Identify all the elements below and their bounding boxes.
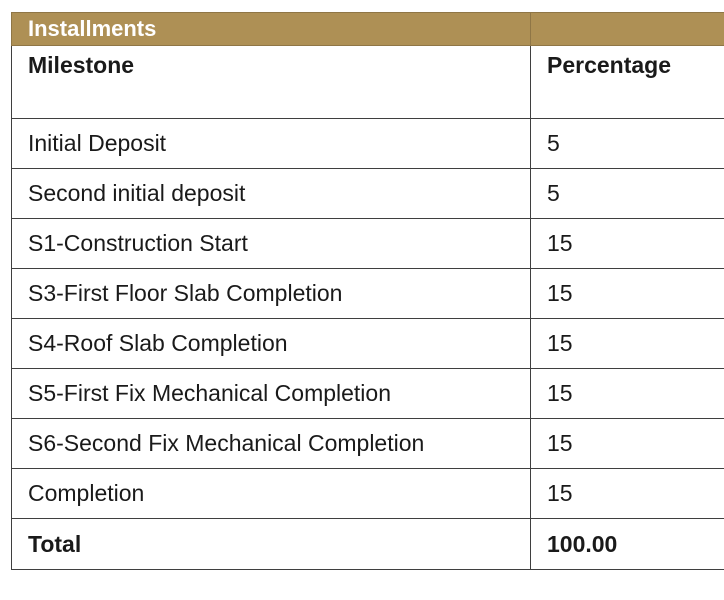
percentage-cell: 5: [531, 119, 724, 169]
milestone-cell: S1-Construction Start: [12, 219, 531, 269]
table-header-row: [12, 46, 724, 119]
table-row: [12, 469, 724, 519]
table-title-filler: [531, 13, 724, 46]
total-row: [12, 519, 724, 570]
total-value: 100.00: [531, 519, 724, 570]
table-row: [12, 219, 724, 269]
percentage-cell: 15: [531, 419, 724, 469]
table-row: [12, 419, 724, 469]
milestone-cell: S4-Roof Slab Completion: [12, 319, 531, 369]
installments-table-container: [11, 12, 724, 570]
table-title: Installments: [12, 13, 531, 46]
percentage-cell: 5: [531, 169, 724, 219]
table-row: [12, 119, 724, 169]
milestone-cell: Second initial deposit: [12, 169, 531, 219]
percentage-cell: 15: [531, 469, 724, 519]
percentage-cell: 15: [531, 319, 724, 369]
header-milestone: Milestone: [12, 46, 531, 119]
table-row: [12, 269, 724, 319]
header-percentage: Percentage: [531, 46, 724, 119]
table-title-row: [12, 13, 724, 46]
percentage-cell: 15: [531, 269, 724, 319]
milestone-cell: Initial Deposit: [12, 119, 531, 169]
milestone-cell: S3-First Floor Slab Completion: [12, 269, 531, 319]
percentage-cell: 15: [531, 369, 724, 419]
milestone-cell: Completion: [12, 469, 531, 519]
milestone-cell: S6-Second Fix Mechanical Completion: [12, 419, 531, 469]
table-row: [12, 369, 724, 419]
total-label: Total: [12, 519, 531, 570]
milestone-cell: S5-First Fix Mechanical Completion: [12, 369, 531, 419]
table-row: [12, 319, 724, 369]
table-row: [12, 169, 724, 219]
installments-table: [11, 12, 724, 570]
percentage-cell: 15: [531, 219, 724, 269]
